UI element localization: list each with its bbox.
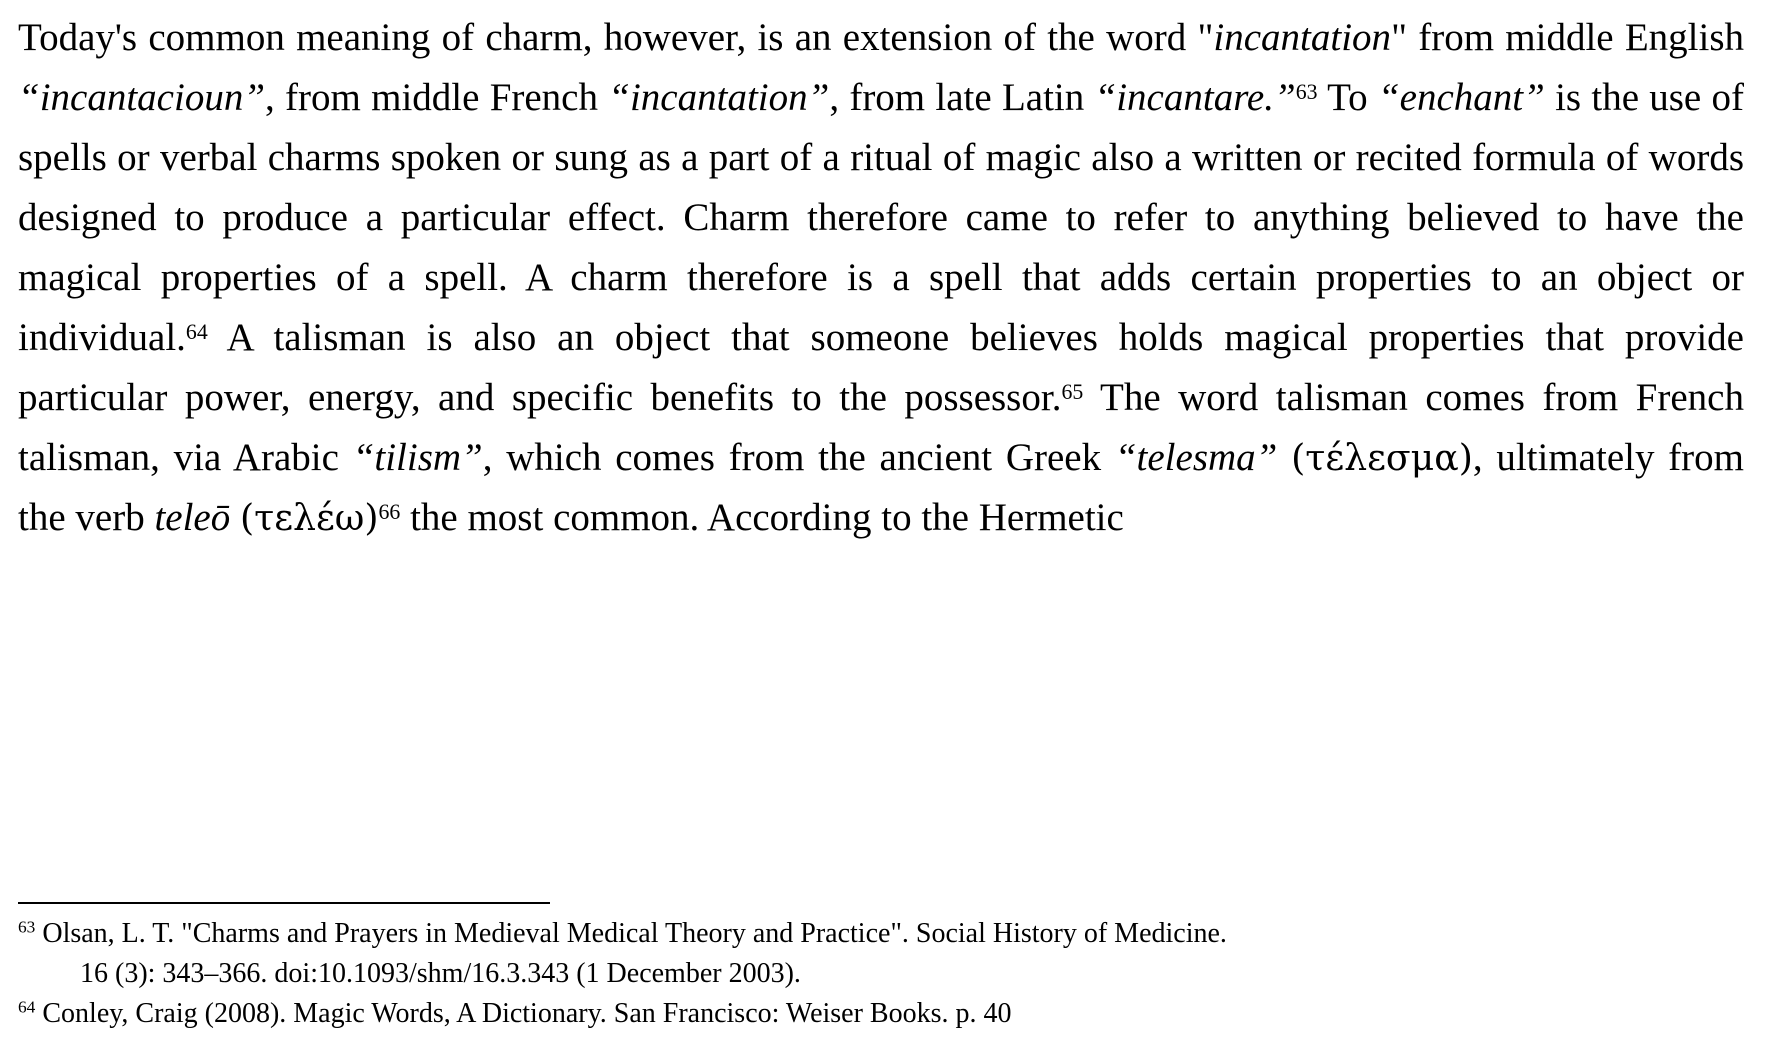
greek-term-telesma: (τέλεσμα)	[1291, 436, 1473, 479]
footnote-number: 63	[18, 917, 36, 937]
italic-term-incantare: “incantare.”	[1094, 76, 1296, 119]
text-segment: The word talisman comes from French talisman, via Arabic	[18, 376, 1744, 479]
text-segment: is the use of spells or verbal charms spoken or sung as a part of a ritual of magic also a written or recited formula of words designed to produce a particular effect. Charm therefore came to refer to anything believed to have the magical properties of a spell. A charm therefore is a spell that adds certain properties to an object or individual.	[18, 76, 1744, 359]
footnote-text: Conley, Craig (2008). Magic Words, A Dictionary. San Francisco: Weiser Books. p. 40	[42, 998, 1012, 1029]
italic-term-telesma: “telesma”	[1114, 436, 1278, 479]
italic-term-teleo: teleō	[154, 496, 231, 539]
footnote-reference-63[interactable]: 63	[1295, 80, 1318, 105]
text-segment: the most common. According to the Hermetic	[400, 496, 1124, 539]
footnote-63	[18, 914, 1748, 994]
footnote-text: Olsan, L. T. "Charms and Prayers in Medieval Medical Theory and Practice". Social History of Medicine.	[42, 918, 1227, 949]
italic-term-tilism: “tilism”	[352, 436, 483, 479]
text-segment: , ultimately from the verb	[18, 436, 1744, 539]
footnote-reference-64[interactable]: 64	[185, 320, 208, 345]
text-segment: , from late Latin	[829, 76, 1095, 119]
footnote-text-continued: 16 (3): 343–366. doi:10.1093/shm/16.3.343 (1 December 2003).	[80, 958, 801, 989]
footnote-separator-rule	[18, 902, 550, 904]
text-segment: A talisman is also an object that someone believes holds magical properties that provide particular power, energy, and specific benefits to the possessor.	[18, 316, 1744, 419]
text-segment: Today's common meaning of charm, however, is an extension of the word "	[18, 16, 1214, 59]
text-segment: To	[1317, 76, 1378, 119]
italic-term-incantation: incantation	[1213, 16, 1392, 59]
footnote-area	[18, 902, 1748, 1034]
italic-term-incantacioun: “incantacioun”	[18, 76, 266, 119]
greek-term-teleo: (τελέω)	[240, 496, 379, 539]
footnote-reference-66[interactable]: 66	[378, 500, 401, 525]
text-segment: " from middle English	[1391, 16, 1744, 59]
text-segment: , which comes from the ancient Greek	[482, 436, 1115, 479]
body-paragraph	[18, 8, 1744, 548]
footnote-number: 64	[18, 997, 36, 1017]
footnote-reference-65[interactable]: 65	[1061, 380, 1084, 405]
footnote-64	[18, 994, 1748, 1034]
text-segment: , from middle French	[265, 76, 609, 119]
italic-term-enchant: “enchant”	[1377, 76, 1545, 119]
italic-term-incantation-french: “incantation”	[608, 76, 830, 119]
